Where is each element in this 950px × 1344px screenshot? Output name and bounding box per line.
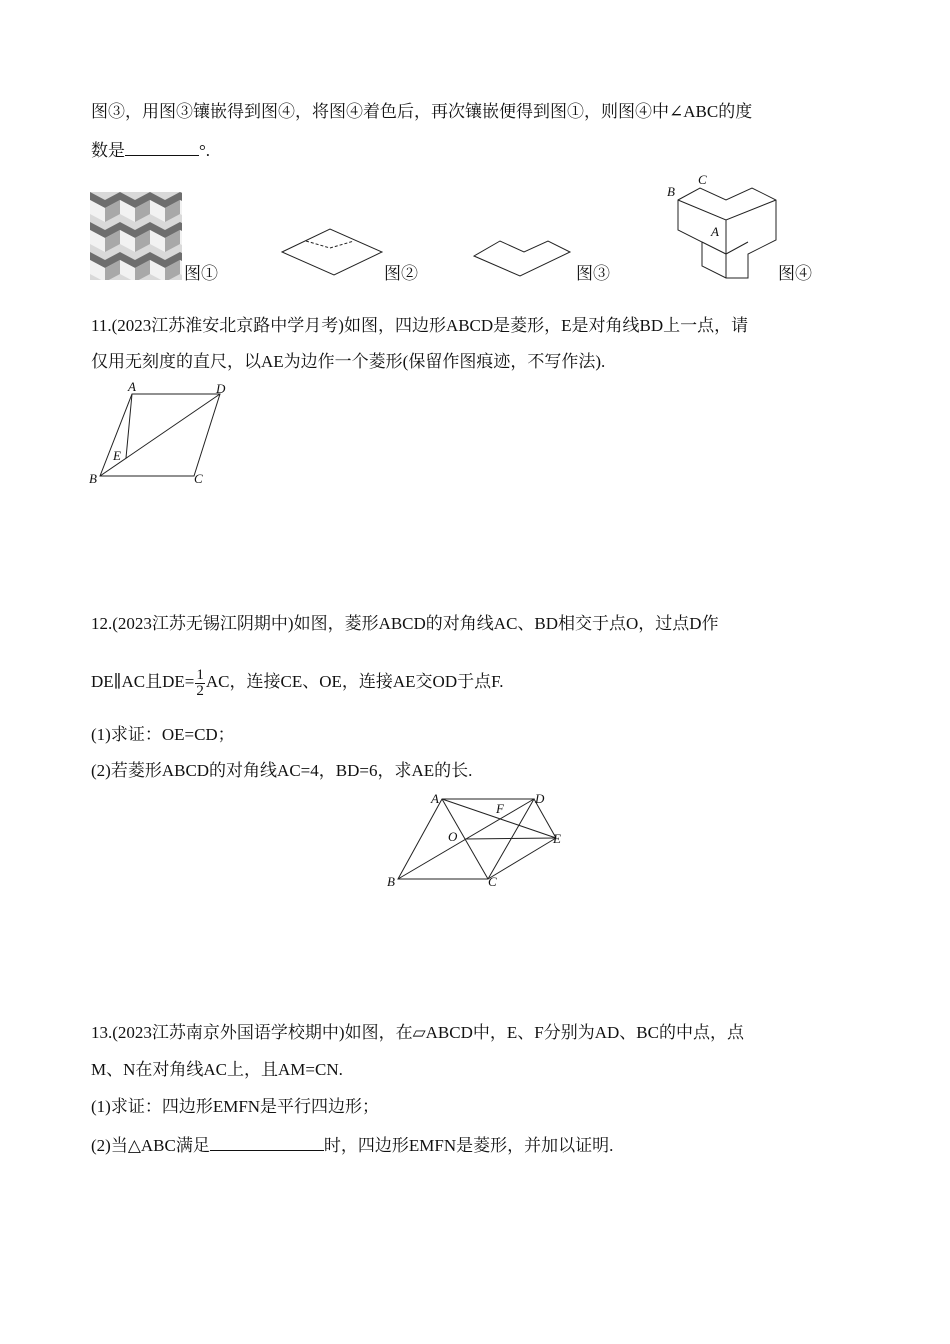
q12-fraction-numerator: 1 bbox=[196, 666, 204, 683]
q12-point-c: C bbox=[488, 874, 497, 889]
q10-line1: 图③，用图③镶嵌得到图④，将图④着色后，再次镶嵌便得到图①，则图④中∠ABC的度 bbox=[91, 102, 753, 121]
q12-line1: 12.(2023江苏无锡江阴期中)如图，菱形ABCD的对角线AC、BD相交于点O，过点D作 bbox=[91, 614, 719, 633]
q11-figure-rhombus-ABCD bbox=[86, 380, 234, 488]
q10-figure-1-label: 图① bbox=[184, 264, 218, 283]
q10-line2 bbox=[91, 138, 210, 163]
q13-line1: 13.(2023江苏南京外国语学校期中)如图，在▱ABCD中，E、F分别为AD、BC的中点，点 bbox=[91, 1023, 744, 1042]
q10-figure-4-block bbox=[664, 170, 784, 282]
q12-point-f: F bbox=[496, 801, 504, 816]
q12-point-o: O bbox=[448, 829, 458, 844]
q13-part2-prefix: (2)当△ABC满足 bbox=[91, 1136, 210, 1155]
q10-line2-suffix: °. bbox=[199, 141, 211, 160]
q10-figure-3-label: 图③ bbox=[576, 264, 610, 283]
q13-answer-blank bbox=[210, 1133, 324, 1151]
q13-line2: M、N在对角线AC上，且AM=CN. bbox=[91, 1060, 343, 1079]
q11-point-c: C bbox=[194, 471, 203, 486]
q10-fig4-point-a: A bbox=[711, 224, 719, 239]
q10-line2-prefix: 数是 bbox=[91, 141, 125, 160]
q10-figure-2-rhombus bbox=[280, 222, 384, 278]
q12-point-d: D bbox=[535, 791, 545, 806]
q12-line2-prefix: DE∥AC且DE= bbox=[91, 672, 195, 691]
q12-part2: (2)若菱形ABCD的对角线AC=4，BD=6，求AE的长. bbox=[91, 761, 473, 780]
q10-fig4-point-c: C bbox=[698, 172, 707, 187]
q10-figure-2-label: 图② bbox=[384, 264, 418, 283]
q12-point-b: B bbox=[387, 874, 395, 889]
q10-fig4-point-b: B bbox=[667, 184, 675, 199]
q11-line1: 11.(2023江苏淮安北京路中学月考)如图，四边形ABCD是菱形，E是对角线BD上一点，请 bbox=[91, 316, 749, 335]
q12-line2 bbox=[91, 664, 503, 700]
q11-point-a: A bbox=[128, 380, 136, 394]
q12-fraction-denominator: 2 bbox=[196, 682, 204, 699]
q12-figure-rhombus-ABCD bbox=[384, 790, 568, 892]
q12-line2-suffix: AC，连接CE、OE，连接AE交OD于点F. bbox=[205, 672, 504, 691]
q12-fraction bbox=[195, 668, 205, 699]
q12-point-a: A bbox=[431, 791, 439, 806]
q10-figure-3-L-shape bbox=[472, 232, 572, 278]
q11-point-e: E bbox=[113, 448, 121, 463]
q10-figure-1-tessellation bbox=[90, 192, 182, 280]
q13-part2-suffix: 时，四边形EMFN是菱形，并加以证明. bbox=[323, 1136, 614, 1155]
q11-line2: 仅用无刻度的直尺，以AE为边作一个菱形(保留作图痕迹，不写作法). bbox=[91, 352, 606, 371]
q13-part2 bbox=[91, 1133, 613, 1158]
q10-figure-4-label: 图④ bbox=[778, 264, 812, 283]
q10-answer-blank bbox=[125, 138, 199, 156]
q12-point-e: E bbox=[553, 831, 561, 846]
q12-part1: (1)求证：OE=CD； bbox=[91, 725, 235, 744]
q13-part1: (1)求证：四边形EMFN是平行四边形； bbox=[91, 1097, 380, 1116]
q11-point-b: B bbox=[89, 471, 97, 486]
q11-point-d: D bbox=[216, 381, 226, 396]
